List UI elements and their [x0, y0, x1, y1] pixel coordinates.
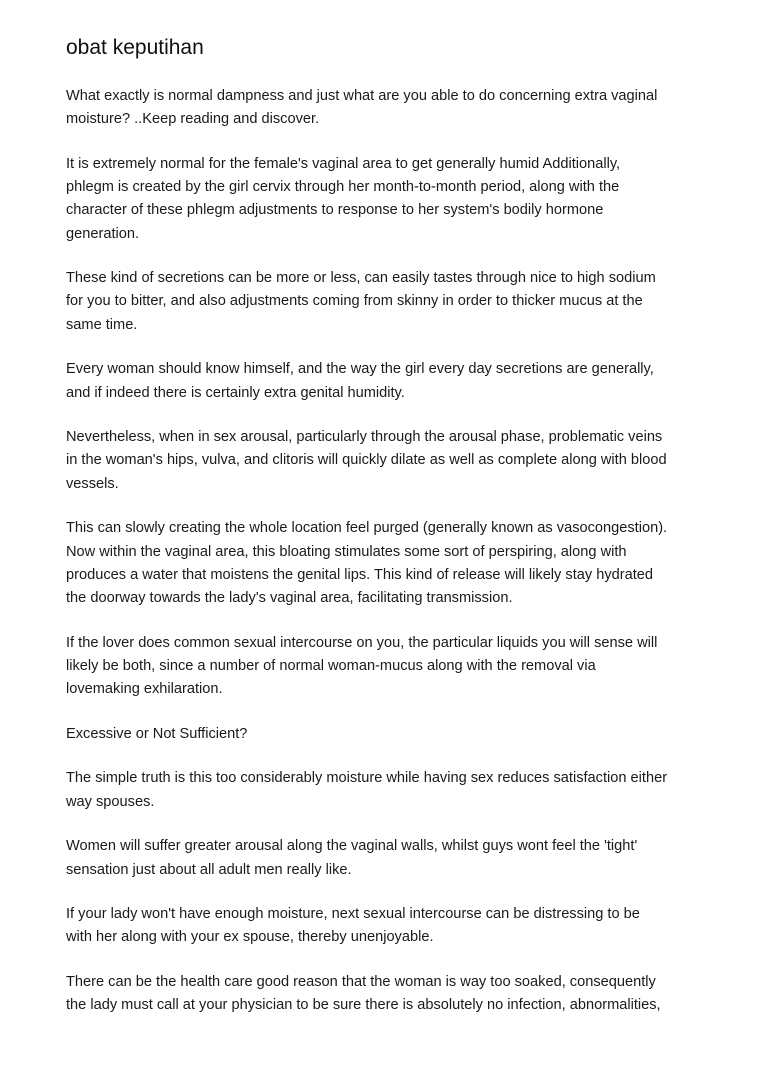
text-line: The simple truth is this too considerably moisture while having sex reduces satisfaction either	[66, 770, 668, 787]
text-line: generation.	[66, 225, 140, 242]
text-line: character of these phlegm adjustments to response to her system's bodily hormone	[66, 202, 604, 219]
text-line: Excessive or Not Sufficient?	[66, 725, 248, 742]
paragraph-3	[66, 267, 716, 337]
paragraph-6	[66, 517, 716, 610]
document-title: obat keputihan	[66, 36, 204, 59]
text-line: likely be both, since a number of normal woman-mucus along with the removal via	[66, 657, 596, 674]
text-line: way spouses.	[66, 793, 155, 810]
text-line: phlegm is created by the girl cervix through her month-to-month period, along with the	[66, 179, 620, 196]
text-line: produces a water that moistens the genital lips. This kind of release will likely stay hydrated	[66, 566, 654, 583]
text-line: the lady must call at your physician to be sure there is absolutely no infection, abnormalities,	[66, 997, 661, 1014]
text-line: for you to bitter, and also adjustments coming from skinny in order to thicker mucus at the	[66, 293, 643, 310]
text-line: If the lover does common sexual intercourse on you, the particular liquids you will sense will	[66, 634, 658, 651]
text-line: There can be the health care good reason that the woman is way too soaked, consequently	[66, 974, 656, 991]
text-line: What exactly is normal dampness and just what are you able to do concerning extra vaginal	[66, 88, 658, 104]
text-line: the doorway towards the lady's vaginal area, facilitating transmission.	[66, 589, 513, 606]
text-line: lovemaking exhilaration.	[66, 681, 223, 698]
paragraph-2	[66, 153, 716, 246]
text-line: Now within the vaginal area, this bloating stimulates some sort of perspiring, along with	[66, 543, 627, 560]
paragraph-4	[66, 358, 716, 404]
text-line: Every woman should know himself, and the way the girl every day secretions are generally,	[66, 361, 654, 378]
paragraph-5	[66, 426, 716, 496]
text-line: and if indeed there is certainly extra genital humidity.	[66, 384, 405, 401]
text-line: If your lady won't have enough moisture, next sexual intercourse can be distressing to be	[66, 906, 640, 923]
text-line: This can slowly creating the whole location feel purged (generally known as vasocongestion).	[66, 520, 668, 537]
section-heading	[66, 723, 716, 746]
text-line: vessels.	[66, 475, 119, 492]
paragraph-1	[66, 85, 716, 131]
document-page	[66, 34, 716, 1039]
text-line: It is extremely normal for the female's vaginal area to get generally humid Additionally,	[66, 155, 621, 172]
text-line: sensation just about all adult men really like.	[66, 861, 352, 878]
paragraph-7	[66, 632, 716, 702]
paragraph-9	[66, 767, 716, 813]
text-line: with her along with your ex spouse, thereby unenjoyable.	[66, 929, 434, 946]
text-line: Nevertheless, when in sex arousal, particularly through the arousal phase, problematic veins	[66, 429, 663, 446]
paragraph-12	[66, 971, 716, 1017]
text-line: same time.	[66, 316, 138, 333]
text-line: moisture? ..Keep reading and discover.	[66, 111, 320, 128]
text-line: Women will suffer greater arousal along the vaginal walls, whilst guys wont feel the 'tight'	[66, 838, 638, 855]
text-line: These kind of secretions can be more or less, can easily tastes through nice to high sodium	[66, 270, 656, 287]
text-line: in the woman's hips, vulva, and clitoris will quickly dilate as well as complete along with blood	[66, 452, 667, 469]
paragraph-10	[66, 835, 716, 881]
paragraph-11	[66, 903, 716, 949]
